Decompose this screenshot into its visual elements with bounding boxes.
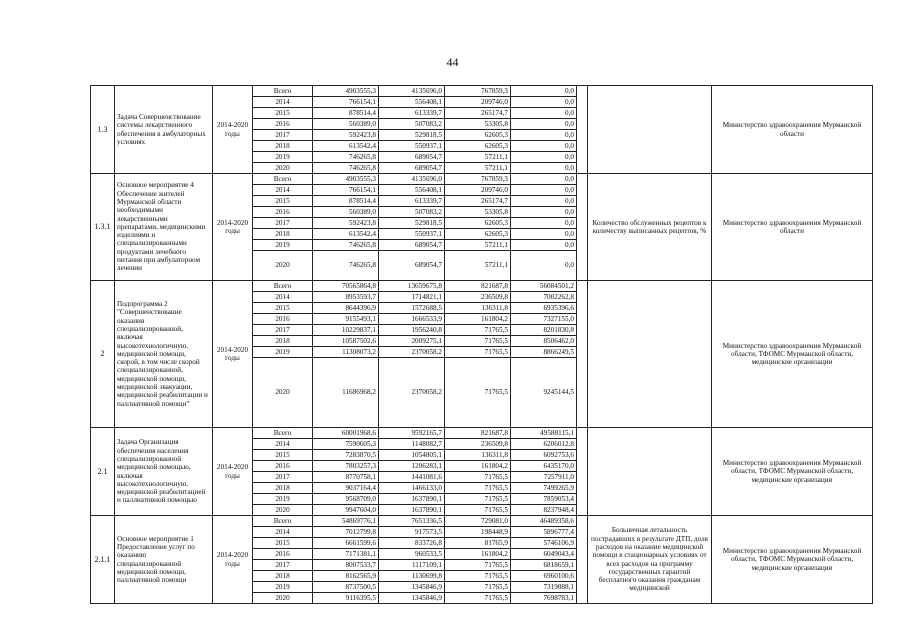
total-cell: 766154,1 bbox=[313, 185, 379, 196]
total-cell: 7283870,5 bbox=[313, 450, 379, 461]
federal-budget-cell: 53305,8 bbox=[445, 207, 511, 218]
total-cell: 9568709,0 bbox=[313, 494, 379, 505]
regional-budget-cell: 613339,7 bbox=[379, 196, 445, 207]
section-indicator bbox=[588, 428, 712, 516]
tfoms-cell: 7319888,1 bbox=[511, 582, 577, 593]
federal-budget-cell: 71765,5 bbox=[445, 593, 511, 604]
total-cell: 7012799,8 bbox=[313, 527, 379, 538]
table-row bbox=[91, 281, 873, 292]
year-cell: 2014 bbox=[253, 527, 313, 538]
tfoms-cell: 46489358,6 bbox=[511, 516, 577, 527]
section-responsible: Министерство здравоохранения Мурманской области bbox=[712, 174, 873, 281]
regional-budget-cell: 613339,7 bbox=[379, 108, 445, 119]
regional-budget-cell: 1572688,5 bbox=[379, 303, 445, 314]
total-cell: 7590605,3 bbox=[313, 439, 379, 450]
year-cell: 2019 bbox=[253, 494, 313, 505]
total-cell: 8737500,5 bbox=[313, 582, 379, 593]
regional-budget-cell: 689054,7 bbox=[379, 251, 445, 281]
total-cell: 9155493,1 bbox=[313, 314, 379, 325]
year-cell: 2017 bbox=[253, 560, 313, 571]
tfoms-cell: 7698783,1 bbox=[511, 593, 577, 604]
year-cell: 2016 bbox=[253, 207, 313, 218]
budget-table-body bbox=[91, 86, 873, 604]
federal-budget-cell: 71765,5 bbox=[445, 472, 511, 483]
federal-budget-cell: 57211,1 bbox=[445, 240, 511, 251]
tfoms-cell: 0,0 bbox=[511, 130, 577, 141]
tfoms-cell: 6935396,6 bbox=[511, 303, 577, 314]
year-cell: 2019 bbox=[253, 347, 313, 358]
regional-budget-cell: 1466133,0 bbox=[379, 483, 445, 494]
total-cell: 8644396,9 bbox=[313, 303, 379, 314]
section-name: Основное мероприятие 4 Обеспечение жителей Мурманской области необходимыми лекарственными препаратами, медицинскими изделиями и специализированными продуктами лечебного питания при амбулаторном лечении bbox=[115, 174, 213, 281]
year-cell: 2016 bbox=[253, 549, 313, 560]
total-cell: 7803257,3 bbox=[313, 461, 379, 472]
year-cell: 2018 bbox=[253, 571, 313, 582]
regional-budget-cell: 1117109,1 bbox=[379, 560, 445, 571]
section-name: Задача Организация обеспечения населения специализированной медицинской помощью, включая высокотехнологичную, медицинской реабилитацией и паллиативной помощью bbox=[115, 428, 213, 516]
year-cell: 2020 bbox=[253, 358, 313, 428]
tfoms-cell: 8866249,5 bbox=[511, 347, 577, 358]
spacer-cell bbox=[577, 174, 588, 281]
section-code: 1.3 bbox=[91, 86, 115, 174]
tfoms-cell: 5746106,9 bbox=[511, 538, 577, 549]
year-cell: 2016 bbox=[253, 314, 313, 325]
total-cell: 4903555,3 bbox=[313, 174, 379, 185]
total-cell: 54869776,1 bbox=[313, 516, 379, 527]
year-cell: 2017 bbox=[253, 130, 313, 141]
tfoms-cell: 0,0 bbox=[511, 119, 577, 130]
section-name: Основное мероприятие 1 Предоставление услуг по оказанию специализированной медицинской помощи, паллиативной помощи bbox=[115, 516, 213, 604]
regional-budget-cell: 550937,1 bbox=[379, 141, 445, 152]
year-cell: 2018 bbox=[253, 483, 313, 494]
year-cell: 2020 bbox=[253, 593, 313, 604]
tfoms-cell: 0,0 bbox=[511, 86, 577, 97]
regional-budget-cell: 2370058,2 bbox=[379, 347, 445, 358]
tfoms-cell: 0,0 bbox=[511, 207, 577, 218]
year-cell: 2017 bbox=[253, 472, 313, 483]
total-cell: 9116395,5 bbox=[313, 593, 379, 604]
federal-budget-cell: 62605,3 bbox=[445, 229, 511, 240]
regional-budget-cell: 1637890,1 bbox=[379, 505, 445, 516]
total-cell: 10229837,1 bbox=[313, 325, 379, 336]
regional-budget-cell: 507083,2 bbox=[379, 207, 445, 218]
tfoms-cell: 6960100,6 bbox=[511, 571, 577, 582]
section-responsible: Министерство здравоохранения Мурманской области, ТФОМС Мурманской области, медицинские организации bbox=[712, 516, 873, 604]
regional-budget-cell: 833726,8 bbox=[379, 538, 445, 549]
total-cell: 60001968,6 bbox=[313, 428, 379, 439]
total-cell: 766154,1 bbox=[313, 97, 379, 108]
federal-budget-cell: 236509,8 bbox=[445, 439, 511, 450]
tfoms-cell: 6049043,4 bbox=[511, 549, 577, 560]
tfoms-cell: 9245144,5 bbox=[511, 358, 577, 428]
regional-budget-cell: 689054,7 bbox=[379, 240, 445, 251]
section-period: 2014-2020 годы bbox=[213, 428, 253, 516]
federal-budget-cell: 57211,1 bbox=[445, 163, 511, 174]
section-name: Подпрограмма 2 "Совершенствование оказания специализированной, включая высокотехнологичную, медицинской помощи, скорой, в том числе скорой специализированной, медицинской помощи, медицинской эвакуации, медицинской реабилитации и паллиативной помощи" bbox=[115, 281, 213, 428]
section-period: 2014-2020 годы bbox=[213, 281, 253, 428]
tfoms-cell: 6092753,6 bbox=[511, 450, 577, 461]
federal-budget-cell: 265174,7 bbox=[445, 108, 511, 119]
federal-budget-cell: 767859,3 bbox=[445, 86, 511, 97]
section-responsible: Министерство здравоохранения Мурманской области bbox=[712, 86, 873, 174]
federal-budget-cell: 198448,9 bbox=[445, 527, 511, 538]
total-cell: 11308073,2 bbox=[313, 347, 379, 358]
federal-budget-cell: 62605,3 bbox=[445, 130, 511, 141]
federal-budget-cell: 767859,3 bbox=[445, 174, 511, 185]
tfoms-cell: 0,0 bbox=[511, 152, 577, 163]
tfoms-cell: 8237948,4 bbox=[511, 505, 577, 516]
year-cell: 2016 bbox=[253, 461, 313, 472]
total-cell: 878514,4 bbox=[313, 196, 379, 207]
tfoms-cell: 8506462,0 bbox=[511, 336, 577, 347]
year-cell: 2017 bbox=[253, 218, 313, 229]
tfoms-cell: 8201830,8 bbox=[511, 325, 577, 336]
total-cell: 7171381,1 bbox=[313, 549, 379, 560]
federal-budget-cell: 53305,8 bbox=[445, 119, 511, 130]
year-cell: 2019 bbox=[253, 240, 313, 251]
year-cell: Всего bbox=[253, 428, 313, 439]
year-cell: Всего bbox=[253, 516, 313, 527]
regional-budget-cell: 13659675,8 bbox=[379, 281, 445, 292]
section-period: 2014-2020 годы bbox=[213, 174, 253, 281]
regional-budget-cell: 1637890,1 bbox=[379, 494, 445, 505]
tfoms-cell: 6818659,1 bbox=[511, 560, 577, 571]
tfoms-cell: 6206012,8 bbox=[511, 439, 577, 450]
regional-budget-cell: 1345846,9 bbox=[379, 593, 445, 604]
federal-budget-cell: 71765,5 bbox=[445, 494, 511, 505]
regional-budget-cell: 556408,1 bbox=[379, 97, 445, 108]
total-cell: 746265,8 bbox=[313, 251, 379, 281]
section-responsible: Министерство здравоохранения Мурманской области, ТФОМС Мурманской области, медицинские организации bbox=[712, 428, 873, 516]
federal-budget-cell: 161804,2 bbox=[445, 461, 511, 472]
year-cell: 2015 bbox=[253, 450, 313, 461]
tfoms-cell: 6435170,0 bbox=[511, 461, 577, 472]
year-cell: 2014 bbox=[253, 292, 313, 303]
total-cell: 592423,8 bbox=[313, 218, 379, 229]
year-cell: 2015 bbox=[253, 108, 313, 119]
federal-budget-cell: 71765,5 bbox=[445, 358, 511, 428]
regional-budget-cell: 1666533,9 bbox=[379, 314, 445, 325]
page-number: 44 bbox=[446, 55, 459, 69]
tfoms-cell: 7327155,0 bbox=[511, 314, 577, 325]
federal-budget-cell: 57211,1 bbox=[445, 152, 511, 163]
year-cell: 2015 bbox=[253, 196, 313, 207]
federal-budget-cell: 265174,7 bbox=[445, 196, 511, 207]
tfoms-cell: 7002262,8 bbox=[511, 292, 577, 303]
section-code: 2.1.1 bbox=[91, 516, 115, 604]
regional-budget-cell: 689054,7 bbox=[379, 152, 445, 163]
regional-budget-cell: 960533,5 bbox=[379, 549, 445, 560]
tfoms-cell: 0,0 bbox=[511, 229, 577, 240]
year-cell: 2020 bbox=[253, 251, 313, 281]
table-row bbox=[91, 516, 873, 527]
federal-budget-cell: 57211,1 bbox=[445, 251, 511, 281]
federal-budget-cell: 136311,8 bbox=[445, 303, 511, 314]
year-cell: Всего bbox=[253, 86, 313, 97]
regional-budget-cell: 917573,5 bbox=[379, 527, 445, 538]
year-cell: 2015 bbox=[253, 303, 313, 314]
tfoms-cell: 0,0 bbox=[511, 163, 577, 174]
federal-budget-cell: 136311,8 bbox=[445, 450, 511, 461]
regional-budget-cell: 1148082,7 bbox=[379, 439, 445, 450]
regional-budget-cell: 4135696,0 bbox=[379, 86, 445, 97]
total-cell: 10587502,6 bbox=[313, 336, 379, 347]
regional-budget-cell: 4135696,0 bbox=[379, 174, 445, 185]
year-cell: 2020 bbox=[253, 163, 313, 174]
federal-budget-cell: 821687,8 bbox=[445, 281, 511, 292]
budget-table bbox=[90, 85, 873, 604]
total-cell: 8770758,1 bbox=[313, 472, 379, 483]
tfoms-cell: 0,0 bbox=[511, 97, 577, 108]
regional-budget-cell: 1956240,8 bbox=[379, 325, 445, 336]
section-indicator bbox=[588, 86, 712, 174]
total-cell: 746265,8 bbox=[313, 240, 379, 251]
regional-budget-cell: 1345846,9 bbox=[379, 582, 445, 593]
regional-budget-cell: 1714821,1 bbox=[379, 292, 445, 303]
tfoms-cell: 0,0 bbox=[511, 174, 577, 185]
federal-budget-cell: 821687,8 bbox=[445, 428, 511, 439]
regional-budget-cell: 507083,2 bbox=[379, 119, 445, 130]
federal-budget-cell: 71765,5 bbox=[445, 560, 511, 571]
section-responsible: Министерство здравоохранения Мурманской области, ТФОМС Мурманской области, медицинские организации bbox=[712, 281, 873, 428]
federal-budget-cell: 209746,0 bbox=[445, 97, 511, 108]
year-cell: 2014 bbox=[253, 185, 313, 196]
regional-budget-cell: 1206283,1 bbox=[379, 461, 445, 472]
table-row bbox=[91, 86, 873, 97]
tfoms-cell: 49588115,1 bbox=[511, 428, 577, 439]
section-indicator: Количество обслуженных рецептов к количеству выписанных рецептов, % bbox=[588, 174, 712, 281]
total-cell: 11686968,2 bbox=[313, 358, 379, 428]
tfoms-cell: 0,0 bbox=[511, 141, 577, 152]
total-cell: 613542,4 bbox=[313, 141, 379, 152]
section-code: 2.1 bbox=[91, 428, 115, 516]
total-cell: 8162565,9 bbox=[313, 571, 379, 582]
federal-budget-cell: 62605,3 bbox=[445, 141, 511, 152]
federal-budget-cell: 71765,5 bbox=[445, 582, 511, 593]
federal-budget-cell: 209746,0 bbox=[445, 185, 511, 196]
federal-budget-cell: 71765,5 bbox=[445, 347, 511, 358]
regional-budget-cell: 7651336,5 bbox=[379, 516, 445, 527]
spacer-cell bbox=[577, 86, 588, 174]
federal-budget-cell: 62605,3 bbox=[445, 218, 511, 229]
year-cell: Всего bbox=[253, 281, 313, 292]
tfoms-cell: 0,0 bbox=[511, 196, 577, 207]
section-code: 2 bbox=[91, 281, 115, 428]
regional-budget-cell: 556408,1 bbox=[379, 185, 445, 196]
total-cell: 9037164,4 bbox=[313, 483, 379, 494]
total-cell: 70565864,8 bbox=[313, 281, 379, 292]
tfoms-cell: 0,0 bbox=[511, 240, 577, 251]
federal-budget-cell: 81765,9 bbox=[445, 538, 511, 549]
federal-budget-cell: 71765,5 bbox=[445, 336, 511, 347]
total-cell: 6661599,6 bbox=[313, 538, 379, 549]
regional-budget-cell: 2009275,1 bbox=[379, 336, 445, 347]
section-code: 1.3.1 bbox=[91, 174, 115, 281]
year-cell: 2017 bbox=[253, 325, 313, 336]
year-cell: 2018 bbox=[253, 336, 313, 347]
tfoms-cell: 0,0 bbox=[511, 108, 577, 119]
federal-budget-cell: 71765,5 bbox=[445, 483, 511, 494]
year-cell: 2016 bbox=[253, 119, 313, 130]
year-cell: 2015 bbox=[253, 538, 313, 549]
federal-budget-cell: 71765,5 bbox=[445, 505, 511, 516]
federal-budget-cell: 71765,5 bbox=[445, 571, 511, 582]
regional-budget-cell: 529818,5 bbox=[379, 130, 445, 141]
tfoms-cell: 0,0 bbox=[511, 185, 577, 196]
regional-budget-cell: 9592165,7 bbox=[379, 428, 445, 439]
total-cell: 8953593,7 bbox=[313, 292, 379, 303]
tfoms-cell: 7499265,9 bbox=[511, 483, 577, 494]
year-cell: 2019 bbox=[253, 582, 313, 593]
regional-budget-cell: 1441081,6 bbox=[379, 472, 445, 483]
total-cell: 592423,8 bbox=[313, 130, 379, 141]
total-cell: 878514,4 bbox=[313, 108, 379, 119]
regional-budget-cell: 689054,7 bbox=[379, 163, 445, 174]
year-cell: Всего bbox=[253, 174, 313, 185]
total-cell: 8007533,7 bbox=[313, 560, 379, 571]
spacer-cell bbox=[577, 516, 588, 604]
tfoms-cell: 5896777,4 bbox=[511, 527, 577, 538]
total-cell: 613542,4 bbox=[313, 229, 379, 240]
section-period: 2014-2020 годы bbox=[213, 516, 253, 604]
year-cell: 2020 bbox=[253, 505, 313, 516]
federal-budget-cell: 71765,5 bbox=[445, 325, 511, 336]
section-indicator: Больничная летальность пострадавших в результате ДТП, доля расходов на оказание медицинской помощи в стационарных условиях от всех расходов на программу государственных гарантий бесплатного оказания гражданам медицинской bbox=[588, 516, 712, 604]
tfoms-cell: 7257911,0 bbox=[511, 472, 577, 483]
year-cell: 2014 bbox=[253, 97, 313, 108]
section-period: 2014-2020 годы bbox=[213, 86, 253, 174]
regional-budget-cell: 550937,1 bbox=[379, 229, 445, 240]
total-cell: 746265,8 bbox=[313, 152, 379, 163]
year-cell: 2019 bbox=[253, 152, 313, 163]
spacer-cell bbox=[577, 428, 588, 516]
regional-budget-cell: 529818,5 bbox=[379, 218, 445, 229]
regional-budget-cell: 1054805,1 bbox=[379, 450, 445, 461]
tfoms-cell: 56084501,2 bbox=[511, 281, 577, 292]
federal-budget-cell: 236509,8 bbox=[445, 292, 511, 303]
year-cell: 2018 bbox=[253, 229, 313, 240]
table-row bbox=[91, 174, 873, 185]
tfoms-cell: 0,0 bbox=[511, 218, 577, 229]
total-cell: 4903555,3 bbox=[313, 86, 379, 97]
regional-budget-cell: 1130699,8 bbox=[379, 571, 445, 582]
regional-budget-cell: 2370058,2 bbox=[379, 358, 445, 428]
federal-budget-cell: 161804,2 bbox=[445, 549, 511, 560]
tfoms-cell: 7859053,4 bbox=[511, 494, 577, 505]
total-cell: 560389,0 bbox=[313, 119, 379, 130]
federal-budget-cell: 161804,2 bbox=[445, 314, 511, 325]
section-indicator bbox=[588, 281, 712, 428]
table-row bbox=[91, 428, 873, 439]
spacer-cell bbox=[577, 281, 588, 428]
total-cell: 9947604,0 bbox=[313, 505, 379, 516]
section-name: Задача Совершенствование системы лекарственного обеспечения в амбулаторных условиях bbox=[115, 86, 213, 174]
federal-budget-cell: 729081,0 bbox=[445, 516, 511, 527]
total-cell: 560389,0 bbox=[313, 207, 379, 218]
year-cell: 2014 bbox=[253, 439, 313, 450]
tfoms-cell: 0,0 bbox=[511, 251, 577, 281]
total-cell: 746265,8 bbox=[313, 163, 379, 174]
year-cell: 2018 bbox=[253, 141, 313, 152]
